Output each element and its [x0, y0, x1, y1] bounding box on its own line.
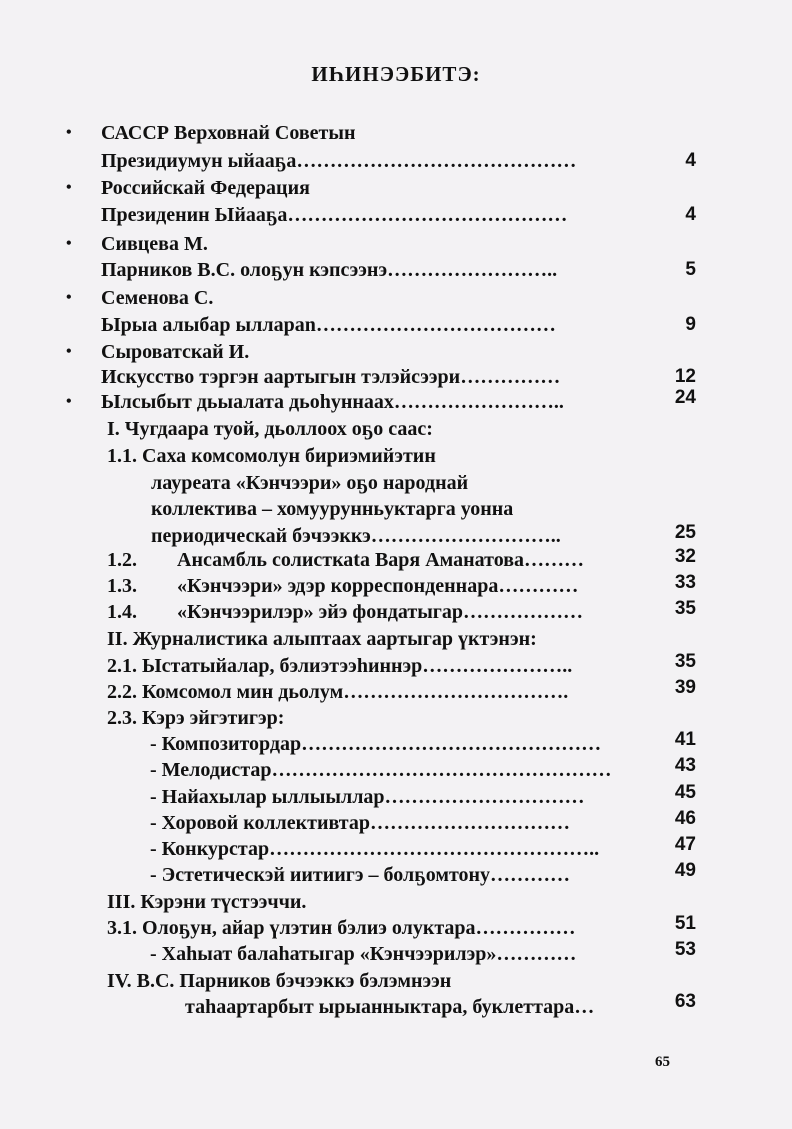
toc-line: САССР Верховнай Советын [101, 122, 356, 144]
toc-line: Сивцева М. [101, 233, 208, 255]
toc-line: Президенин Ыйааҕа…………………………………… [101, 204, 568, 226]
toc-page-number: 45 [674, 782, 696, 803]
toc-line: Ансамбль солисткаta Варя Аманатова……… [177, 549, 585, 571]
toc-line: 2.3. Кэрэ эйгэтигэр: [107, 707, 285, 729]
toc-section-heading: III. Кэрэни түстээччи. [107, 891, 307, 913]
toc-line-number: 1.2. [107, 549, 137, 571]
toc-page-number: 33 [674, 572, 696, 593]
toc-line: - Мелодистар…………………………………………… [150, 759, 612, 781]
toc-line: - Хаһыат балаһатыгар «Кэнчээрилэр»………… [150, 943, 577, 965]
toc-line: Российскай Федерация [101, 177, 310, 199]
toc-page-number: 39 [674, 677, 696, 698]
toc-line: - Конкурстар………………………………………….. [150, 838, 600, 860]
toc-page-number: 35 [674, 598, 696, 619]
toc-line-number: 1.4. [107, 601, 137, 623]
page-number: 65 [655, 1054, 670, 1070]
toc-page-number: 4 [685, 204, 696, 225]
toc-section-heading: I. Чугдаара туой, дьоллоох оҕо саас: [107, 418, 433, 440]
toc-line: Сыроватскай И. [101, 341, 250, 363]
bullet-icon: • [66, 179, 72, 196]
toc-page-number: 32 [674, 546, 696, 567]
toc-line: таһаартарбыт ырыанныктара, буклеттара… [185, 996, 595, 1018]
toc-page-number: 53 [674, 939, 696, 960]
toc-page-number: 12 [674, 366, 696, 387]
toc-line: 1.1. Саха комсомолун бириэмийэтин [107, 445, 436, 467]
toc-line: «Кэнчээри» эдэр корреспонденнара………… [177, 575, 579, 597]
toc-line: - Композитордар……………………………………… [150, 733, 602, 755]
toc-line: Искусство тэргэн аартыгын тэлэйсээри…………… [101, 366, 561, 388]
bullet-icon: • [66, 235, 72, 252]
toc-line: «Кэнчээрилэр» эйэ фондатыгар……………… [177, 601, 584, 623]
bullet-icon: • [66, 289, 72, 306]
bullet-icon: • [66, 343, 72, 360]
toc-line: 3.1. Олоҕун, айар үлэтин бэлиэ олуктара…………… [107, 917, 576, 939]
bullet-icon: • [66, 393, 72, 410]
toc-line-number: 1.3. [107, 575, 137, 597]
page-title: ИҺИНЭЭБИТЭ: [311, 62, 481, 86]
toc-line: 2.2. Комсомол мин дьолум……………………………. [107, 681, 569, 703]
toc-page-number: 49 [674, 860, 696, 881]
toc-page-number: 4 [685, 150, 696, 171]
bullet-icon: • [66, 124, 72, 141]
toc-line: - Эстетическэй иитиигэ – болҕомтону………… [150, 864, 571, 886]
toc-line: периодическай бэчээккэ……………………….. [151, 525, 561, 547]
toc-page-number: 63 [674, 991, 696, 1012]
toc-line: коллектива – хомуурунньуктарга уонна [151, 498, 514, 520]
toc-section-heading: II. Журналистика алыптаах аартыгар үктэнэн: [107, 628, 537, 650]
toc-page-number: 41 [674, 729, 696, 750]
toc-page-number: 9 [685, 314, 696, 335]
toc-line: - Найахылар ыллыыллар………………………… [150, 786, 585, 808]
toc-line: Президиумун ыйааҕа…………………………………… [101, 150, 577, 172]
toc-page-number: 51 [674, 913, 696, 934]
toc-line: - Хоровой коллективтар………………………… [150, 812, 570, 834]
toc-page-number: 47 [674, 834, 696, 855]
toc-page-number: 46 [674, 808, 696, 829]
toc-line: Парников В.С. олоҕун кэпсээнэ…………………….. [101, 259, 558, 281]
toc-line: Ылсыбыт дьыалата дьоһуннаах…………………….. [101, 391, 564, 413]
toc-page-number: 5 [685, 259, 696, 280]
toc-section-heading: IV. В.С. Парников бэчээккэ бэлэмнээн [107, 970, 452, 992]
toc-line: Ырыа алыбар ыллараn……………………………… [101, 314, 556, 336]
toc-line: Семенова С. [101, 287, 214, 309]
toc-line: лауреата «Кэнчээри» оҕо народнай [151, 472, 469, 494]
toc-page-number: 35 [674, 651, 696, 672]
toc-page-number: 24 [674, 387, 696, 408]
toc-line: 2.1. Ыстатыйалар, бэлиэтээһиннэр………………….. [107, 655, 573, 677]
toc-page-number: 43 [674, 755, 696, 776]
toc-page-number: 25 [674, 522, 696, 543]
